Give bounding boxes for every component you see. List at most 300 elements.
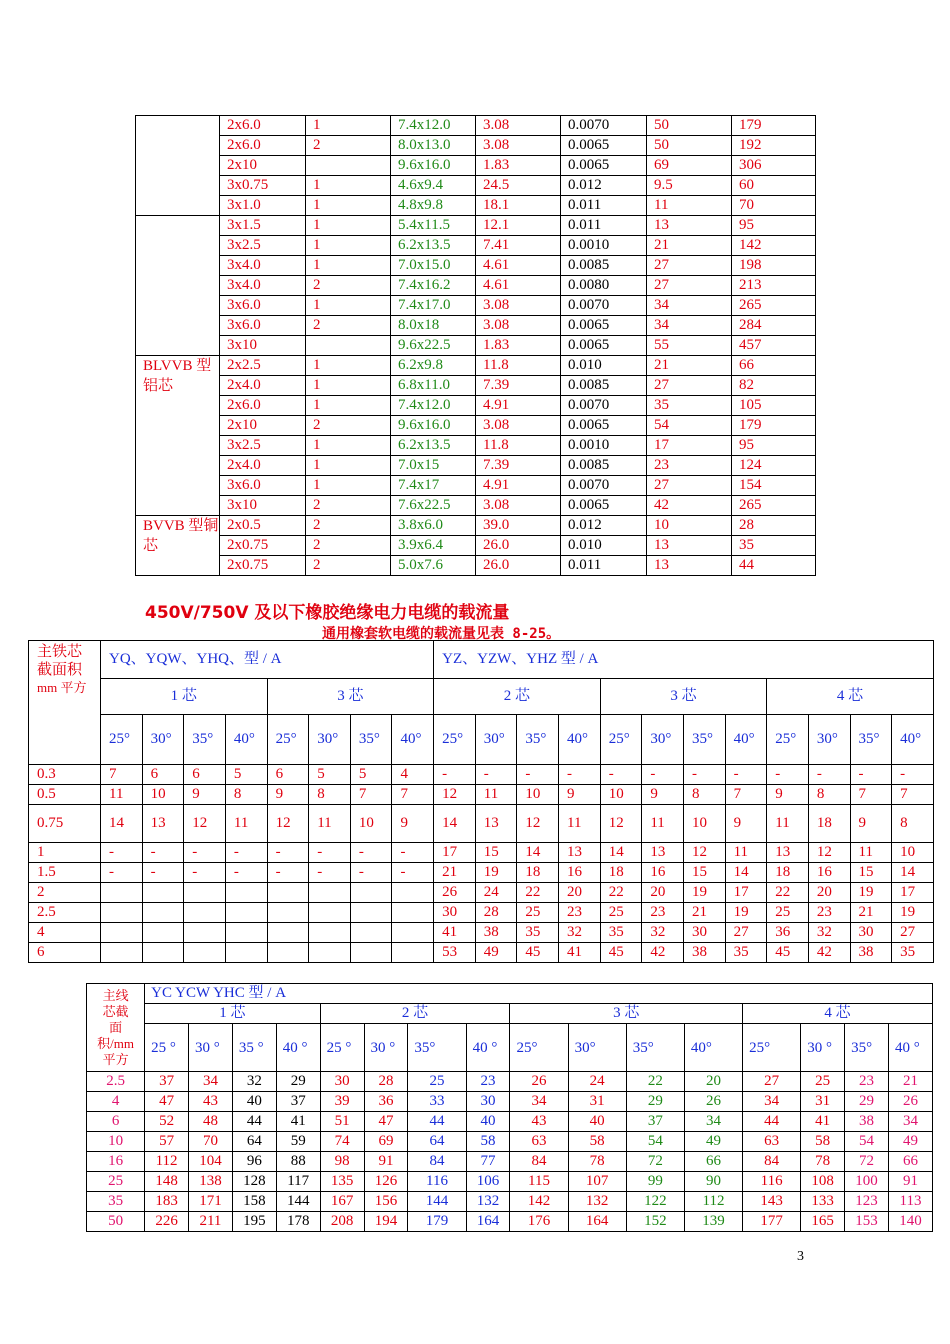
table-row (29, 843, 934, 863)
table-cell: 2x6.0 (220, 136, 306, 156)
temp-header: 40 ° (276, 1024, 320, 1072)
table-cell: 457 (732, 336, 816, 356)
table-cell: 41 (559, 943, 601, 963)
table-cell: 1.5 (29, 863, 101, 883)
table-cell: 32 (808, 923, 850, 943)
table-cell: 5 (309, 765, 351, 785)
table-cell: 3x4.0 (220, 276, 306, 296)
cable-spec-table (135, 115, 816, 576)
temp-header: 25 ° (145, 1024, 189, 1072)
group-label (136, 116, 220, 216)
table-cell: 2 (306, 416, 391, 436)
table-cell: 0.012 (561, 176, 647, 196)
table-cell: 15 (850, 863, 892, 883)
table-cell: 20 (684, 1072, 742, 1092)
table-cell: 105 (732, 396, 816, 416)
table-cell: 39 (320, 1092, 364, 1112)
table-cell: 12 (434, 785, 476, 805)
table-row (136, 236, 816, 256)
table-cell: 12.1 (476, 216, 561, 236)
table-cell (350, 883, 392, 903)
table-cell: 37 (145, 1072, 189, 1092)
table-cell: 6.8x11.0 (391, 376, 476, 396)
table-cell: 7.0x15 (391, 456, 476, 476)
table-cell: 142 (510, 1192, 568, 1212)
table-cell: 27 (647, 376, 732, 396)
table-cell: 2x6.0 (220, 396, 306, 416)
temp-header: 35° (626, 1024, 684, 1072)
table-row (136, 136, 816, 156)
table-cell: 165 (801, 1212, 845, 1232)
table-cell: 54 (647, 416, 732, 436)
table-cell: 144 (408, 1192, 466, 1212)
table-cell: 9 (725, 805, 767, 843)
table-cell: 6 (142, 765, 184, 785)
table-cell: 77 (466, 1152, 510, 1172)
table-cell: 13 (647, 536, 732, 556)
table-cell: 132 (466, 1192, 510, 1212)
table-cell: 10 (647, 516, 732, 536)
table-cell: 1 (29, 843, 101, 863)
table-cell: 18 (767, 863, 809, 883)
table-cell: 167 (320, 1192, 364, 1212)
table-cell: 19 (475, 863, 517, 883)
table-cell: 41 (276, 1112, 320, 1132)
table-cell: 17 (725, 883, 767, 903)
table-cell: 50 (647, 116, 732, 136)
table-cell: 179 (732, 116, 816, 136)
temp-header: 30 ° (364, 1024, 408, 1072)
table-cell: 9.6x16.0 (391, 156, 476, 176)
table-cell: 117 (276, 1172, 320, 1192)
table-cell: 0.0085 (561, 456, 647, 476)
table-cell: 3.08 (476, 496, 561, 516)
table-cell: 0.0010 (561, 436, 647, 456)
table-cell: 0.0065 (561, 156, 647, 176)
table-cell: 23 (466, 1072, 510, 1092)
table-cell: 7.4x17.0 (391, 296, 476, 316)
table-cell: 17 (434, 843, 476, 863)
table-cell: 31 (568, 1092, 626, 1112)
temp-header: 40° (892, 715, 934, 765)
table-cell (142, 923, 184, 943)
table-cell: 3.08 (476, 316, 561, 336)
table-cell: 2x0.5 (220, 516, 306, 536)
table-cell: 16 (87, 1152, 145, 1172)
table-cell: 4 (87, 1092, 145, 1112)
table-cell: 3.9x6.4 (391, 536, 476, 556)
table-cell: 5.0x7.6 (391, 556, 476, 576)
table-cell: - (725, 765, 767, 785)
table-cell: 34 (510, 1092, 568, 1112)
table-cell: 22 (626, 1072, 684, 1092)
table-cell: 99 (626, 1172, 684, 1192)
temp-header: 40° (225, 715, 267, 765)
table-cell: 12 (517, 805, 559, 843)
temp-header: 30° (475, 715, 517, 765)
table-cell: 25 (408, 1072, 466, 1092)
table-cell: 13 (142, 805, 184, 843)
table-cell (267, 943, 309, 963)
table-cell: 11 (559, 805, 601, 843)
table-cell: 41 (434, 923, 476, 943)
table-cell: 26.0 (476, 536, 561, 556)
table-cell: 14 (101, 805, 143, 843)
table-cell: 183 (145, 1192, 189, 1212)
table-cell: 164 (466, 1212, 510, 1232)
table-cell: 1 (306, 116, 391, 136)
table-cell: 284 (732, 316, 816, 336)
table-cell: 9.6x16.0 (391, 416, 476, 436)
table-row (136, 396, 816, 416)
core-header: 4 芯 (767, 679, 934, 715)
table-cell: 44 (408, 1112, 466, 1132)
table-row (136, 336, 816, 356)
table-cell: 3.08 (476, 116, 561, 136)
table-cell: 2 (306, 316, 391, 336)
table-cell: 0.0070 (561, 476, 647, 496)
table-cell: - (142, 863, 184, 883)
page-number: 3 (797, 1249, 804, 1264)
table-cell: 23 (808, 903, 850, 923)
table-cell: 3x2.5 (220, 236, 306, 256)
table-cell: 7 (350, 785, 392, 805)
table-cell: - (142, 843, 184, 863)
table-cell: 2 (306, 536, 391, 556)
table2-corner: 主铁芯 截面积 mm 平方 (29, 641, 101, 765)
temp-header: 25° (600, 715, 642, 765)
table-cell: 177 (743, 1212, 801, 1232)
table-cell: 2x6.0 (220, 116, 306, 136)
table-cell: 178 (276, 1212, 320, 1232)
table-cell: 7.4x17 (391, 476, 476, 496)
table-row (87, 1192, 933, 1212)
table-cell: - (267, 843, 309, 863)
table-cell: 35 (87, 1192, 145, 1212)
table-cell: 113 (888, 1192, 932, 1212)
table-cell: 34 (743, 1092, 801, 1112)
table-cell: 8.0x13.0 (391, 136, 476, 156)
table-cell: - (392, 843, 434, 863)
table-cell: 115 (510, 1172, 568, 1192)
table-cell: 43 (510, 1112, 568, 1132)
temp-header: 40° (684, 1024, 742, 1072)
table-cell: 10 (350, 805, 392, 843)
temp-header: 30° (309, 715, 351, 765)
temp-header: 30 ° (189, 1024, 233, 1072)
table-cell: 7.4x16.2 (391, 276, 476, 296)
section-title: 450V/750V 及以下橡胶绝缘电力电缆的载流量 (145, 603, 510, 623)
table-cell: 176 (510, 1212, 568, 1232)
table-cell: 0.0085 (561, 256, 647, 276)
table-cell: 1 (306, 436, 391, 456)
temp-header: 25° (767, 715, 809, 765)
table-cell: 10 (142, 785, 184, 805)
table-cell (350, 923, 392, 943)
table-cell: 44 (232, 1112, 276, 1132)
table-cell: 0.0085 (561, 376, 647, 396)
table-cell: 25 (517, 903, 559, 923)
table-cell: 3x6.0 (220, 316, 306, 336)
table-cell: 9.6x22.5 (391, 336, 476, 356)
table-cell: 13 (559, 843, 601, 863)
table-cell: 29 (276, 1072, 320, 1092)
temp-header: 40 ° (888, 1024, 932, 1072)
table-cell: 34 (684, 1112, 742, 1132)
table-row (29, 785, 934, 805)
table-row (136, 476, 816, 496)
table-cell: 59 (276, 1132, 320, 1152)
table-cell: 1 (306, 456, 391, 476)
table-cell: 112 (145, 1152, 189, 1172)
table-cell: 18 (600, 863, 642, 883)
temp-header: 25° (743, 1024, 801, 1072)
table-cell: 53 (434, 943, 476, 963)
table-cell: 96 (232, 1152, 276, 1172)
table-cell: 2x4.0 (220, 376, 306, 396)
table-cell: 23 (647, 456, 732, 476)
table-cell: 0.010 (561, 356, 647, 376)
table-cell: 5 (350, 765, 392, 785)
table-row (136, 416, 816, 436)
table-row (29, 883, 934, 903)
table-cell: 192 (732, 136, 816, 156)
table-cell: 7.0x15.0 (391, 256, 476, 276)
table-cell: 18 (808, 805, 850, 843)
table-cell (392, 883, 434, 903)
table-cell: 27 (743, 1072, 801, 1092)
table-cell: 116 (743, 1172, 801, 1192)
table-cell: 24 (568, 1072, 626, 1092)
table-cell: 49 (888, 1132, 932, 1152)
table-cell: - (309, 863, 351, 883)
table-cell: 9 (267, 785, 309, 805)
table-cell: 27 (647, 256, 732, 276)
table-cell (267, 883, 309, 903)
table-cell: 104 (189, 1152, 233, 1172)
table-cell: 4.61 (476, 256, 561, 276)
temp-header: 30° (142, 715, 184, 765)
table-cell (267, 923, 309, 943)
table-cell: 19 (892, 903, 934, 923)
table-cell: 4 (29, 923, 101, 943)
table-cell: 25 (87, 1172, 145, 1192)
table-cell: 6.2x13.5 (391, 236, 476, 256)
table-cell: 15 (683, 863, 725, 883)
table-cell (225, 943, 267, 963)
table-cell: 36 (767, 923, 809, 943)
temp-header: 35° (850, 715, 892, 765)
temp-header: 40 ° (466, 1024, 510, 1072)
table-cell: 107 (568, 1172, 626, 1192)
table-cell: 31 (801, 1092, 845, 1112)
table-cell: 18.1 (476, 196, 561, 216)
table-cell: 25 (801, 1072, 845, 1092)
table-cell: 148 (145, 1172, 189, 1192)
table-cell (142, 883, 184, 903)
table-cell: 5.4x11.5 (391, 216, 476, 236)
table-cell: 124 (732, 456, 816, 476)
table-cell: 20 (808, 883, 850, 903)
table-cell: 11 (767, 805, 809, 843)
table-cell: 0.0065 (561, 136, 647, 156)
table-cell: 11 (725, 843, 767, 863)
table-cell: 8 (309, 785, 351, 805)
table-cell: 156 (364, 1192, 408, 1212)
table-cell: 1 (306, 356, 391, 376)
table-cell: 58 (466, 1132, 510, 1152)
rubber-cable-ampacity-table (28, 640, 934, 963)
table-cell: 9 (642, 785, 684, 805)
table-cell: 213 (732, 276, 816, 296)
table-cell: 57 (145, 1132, 189, 1152)
table-cell: 2 (29, 883, 101, 903)
table-cell: 91 (888, 1172, 932, 1192)
table-cell: 306 (732, 156, 816, 176)
table-row (29, 765, 934, 785)
table-cell: 14 (892, 863, 934, 883)
table-cell: 133 (801, 1192, 845, 1212)
table-cell: 138 (189, 1172, 233, 1192)
table-cell: 45 (767, 943, 809, 963)
table-cell: 25 (767, 903, 809, 923)
table-cell: 6 (184, 765, 226, 785)
table-cell: 0.0065 (561, 316, 647, 336)
table-cell: 3x10 (220, 336, 306, 356)
table-cell: - (559, 765, 601, 785)
table-cell: 2.5 (29, 903, 101, 923)
table-cell: 22 (517, 883, 559, 903)
table-cell: 3x1.5 (220, 216, 306, 236)
table-cell: - (267, 863, 309, 883)
core-header: 2 芯 (320, 1004, 510, 1024)
table-cell: 26 (510, 1072, 568, 1092)
table-cell: 35 (725, 943, 767, 963)
table-cell (267, 903, 309, 923)
table-cell: 21 (888, 1072, 932, 1092)
table-row (87, 1152, 933, 1172)
group-label: BVVB 型铜芯 (136, 516, 220, 576)
table-cell: 7 (725, 785, 767, 805)
table-cell (142, 943, 184, 963)
table-cell: 64 (408, 1132, 466, 1152)
table-cell (184, 943, 226, 963)
table-cell: 6 (29, 943, 101, 963)
table-cell: 35 (517, 923, 559, 943)
table-cell: 23 (642, 903, 684, 923)
temp-header: 40° (725, 715, 767, 765)
table-row (87, 1072, 933, 1092)
temp-header: 35° (683, 715, 725, 765)
table-cell: 139 (684, 1212, 742, 1232)
table-cell: 4.61 (476, 276, 561, 296)
table-row (87, 1132, 933, 1152)
table-cell: 144 (276, 1192, 320, 1212)
core-header: 3 芯 (510, 1004, 743, 1024)
table-cell (184, 903, 226, 923)
table-row (136, 256, 816, 276)
temp-header: 35° (184, 715, 226, 765)
table-cell: 43 (189, 1092, 233, 1112)
temp-header: 30° (568, 1024, 626, 1072)
table-cell: 28 (475, 903, 517, 923)
table-cell: 194 (364, 1212, 408, 1232)
table-cell: 108 (801, 1172, 845, 1192)
table2-group-b: YZ、YZW、YHZ 型 / A (434, 641, 934, 679)
table-cell: 58 (801, 1132, 845, 1152)
table-cell: - (434, 765, 476, 785)
table-cell: - (767, 765, 809, 785)
table-cell: 13 (642, 843, 684, 863)
table-cell: 49 (475, 943, 517, 963)
table-cell: 32 (642, 923, 684, 943)
table-cell: 265 (732, 296, 816, 316)
table-cell: 2x0.75 (220, 536, 306, 556)
table-cell: 195 (232, 1212, 276, 1232)
table-cell: 18 (517, 863, 559, 883)
table-cell: 35 (647, 396, 732, 416)
core-header: 1 芯 (101, 679, 268, 715)
table-cell: 45 (600, 943, 642, 963)
temp-header: 25° (101, 715, 143, 765)
table-cell: 7.39 (476, 376, 561, 396)
table-cell: 29 (845, 1092, 889, 1112)
table-cell (309, 903, 351, 923)
table-cell: 2x0.75 (220, 556, 306, 576)
table-cell: 70 (189, 1132, 233, 1152)
table-cell (392, 903, 434, 923)
table-cell: 10 (683, 805, 725, 843)
table-cell: - (309, 843, 351, 863)
table-cell: 21 (647, 356, 732, 376)
table-cell (392, 923, 434, 943)
table-cell (225, 923, 267, 943)
table-cell: 3x6.0 (220, 296, 306, 316)
table-cell: 3.08 (476, 416, 561, 436)
table-cell: 11 (309, 805, 351, 843)
table-cell: 40 (466, 1112, 510, 1132)
table-row (136, 276, 816, 296)
table-cell: 4.91 (476, 396, 561, 416)
table-cell: 25 (600, 903, 642, 923)
table-cell: 106 (466, 1172, 510, 1192)
table-cell: 10 (892, 843, 934, 863)
table-cell: 38 (475, 923, 517, 943)
table-cell (101, 943, 143, 963)
table-cell: 116 (408, 1172, 466, 1192)
table-cell: 2 (306, 516, 391, 536)
table-cell: 13 (767, 843, 809, 863)
table-cell: 100 (845, 1172, 889, 1192)
table-cell: 14 (725, 863, 767, 883)
table-cell: 6 (267, 765, 309, 785)
table-cell: 11 (101, 785, 143, 805)
temp-header: 30° (808, 715, 850, 765)
table-cell: 122 (626, 1192, 684, 1212)
table-cell: - (808, 765, 850, 785)
table-cell: 29 (626, 1092, 684, 1112)
table-cell: 0.3 (29, 765, 101, 785)
table-row (29, 863, 934, 883)
table-cell: 2x10 (220, 416, 306, 436)
table-cell: 72 (845, 1152, 889, 1172)
table-cell: 2 (306, 276, 391, 296)
table-cell: 90 (684, 1172, 742, 1192)
table-cell: 64 (232, 1132, 276, 1152)
table-cell: 14 (434, 805, 476, 843)
table-cell: 10 (87, 1132, 145, 1152)
table-cell: 55 (647, 336, 732, 356)
